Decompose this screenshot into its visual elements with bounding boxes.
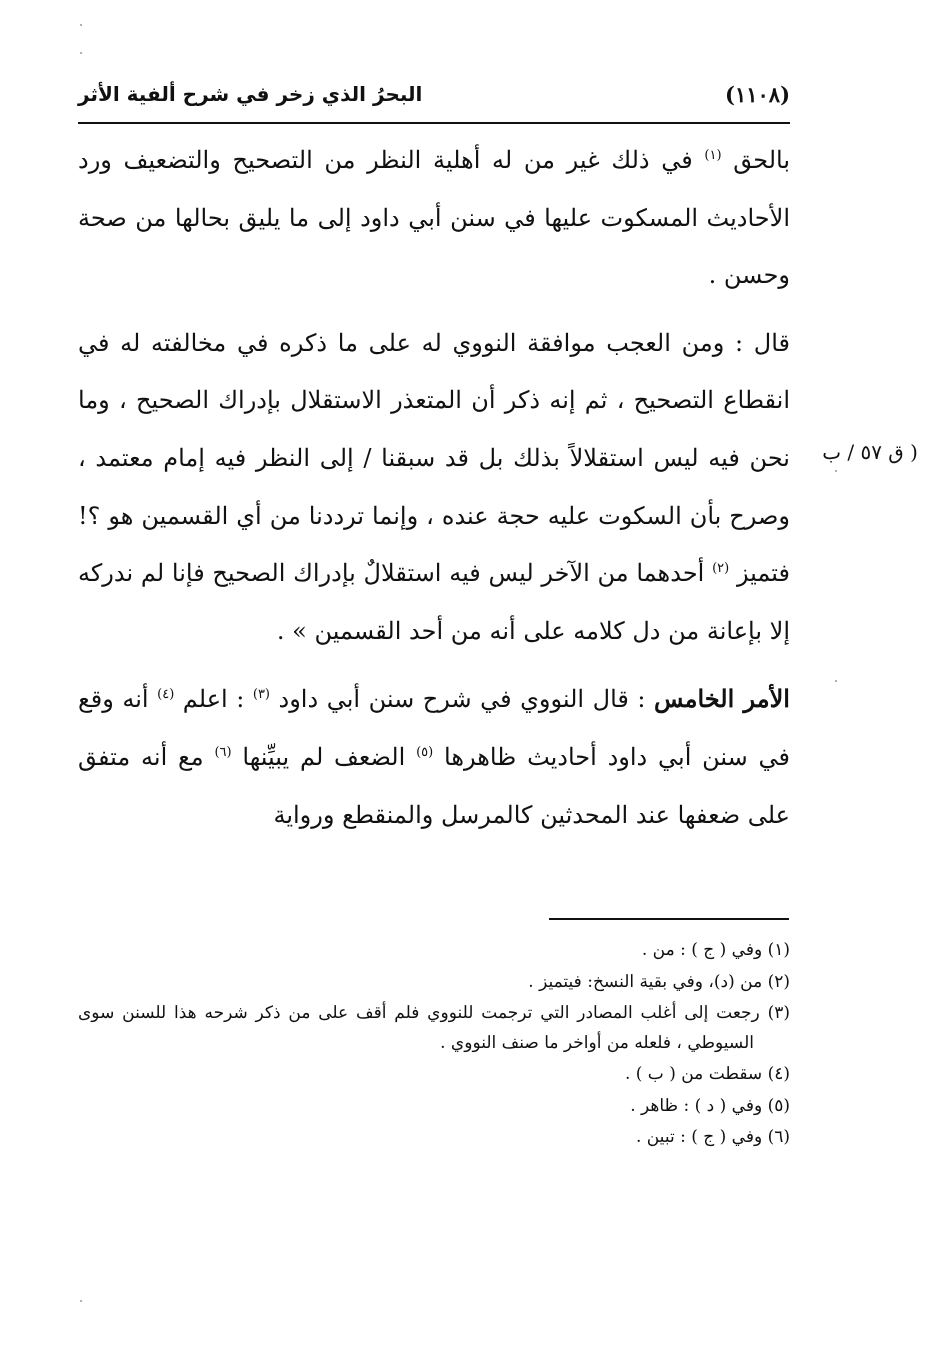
header-rule (78, 122, 790, 124)
scan-speck (80, 1300, 82, 1302)
footnote-3: (٣) رجعت إلى أغلب المصادر التي ترجمت للنووي فلم أقف على من ذكر شرحه هذا للسنن سوى السيوطي ، فلعله من أواخر ما صنف النووي . (78, 1003, 790, 1053)
paragraph-3 (78, 670, 790, 844)
text-segment: أحدهما من الآخر ليس فيه استقلالٌ بإدراك الصحيح فإنا لم ندركه إلا بإعانة من دل كلامه على أنه من أحد القسمين » . (78, 559, 790, 645)
text-segment: قال : ومن العجب موافقة النووي له على ما ذكره في مخالفته له في انقطاع التصحيح ، ثم إنه ذكر أن المتعذر الاستقلال بإدراك الصحيح ، وما نحن فيه ليس استقلالاً بذلك بل قد سبقنا / إلى النظر فيه إمام معتمد ، وصرح بأن السكوت عليه حجة عنده ، وإنما ترددنا من أي القسمين هو ؟! فتميز (78, 328, 791, 588)
running-header (78, 78, 790, 114)
footnote-4: (٤) سقطت من ( ب ) . (624, 1064, 790, 1084)
footnote-6: (٦) وفي ( ج ) : تبين . (635, 1127, 790, 1147)
footnote-1: (١) وفي ( ج ) : من . (641, 940, 790, 960)
text-segment: مع أنه متفق على ضعفها عند المحدثين كالمرسل والمنقطع ورواية (78, 742, 790, 829)
text-segment: بالحق (733, 146, 791, 174)
footnote-5: (٥) وفي ( د ) : ظاهر . (630, 1095, 790, 1116)
paragraph-1 (78, 132, 790, 305)
paragraph-2 (78, 315, 790, 661)
margin-folio-note: ( ق ٥٧ / ب (822, 440, 918, 464)
footnote-ref[interactable]: (٥) (416, 744, 434, 760)
footnote-ref[interactable]: (١) (704, 148, 722, 163)
text-segment: أنه وقع في سنن أبي داود أحاديث ظاهرها (78, 685, 791, 771)
text-segment: : قال النووي في شرح سنن أبي داود (278, 685, 646, 714)
body-text (78, 132, 790, 844)
page-number: (١١٠٨) (725, 82, 790, 107)
footnote-ref[interactable]: (٤) (157, 687, 175, 703)
footnote-ref[interactable]: (٢) (712, 561, 730, 577)
footnote-rule (549, 918, 789, 920)
footnote-ref[interactable]: (٣) (252, 687, 270, 703)
scan-speck (80, 52, 82, 54)
scan-speck (835, 680, 837, 682)
book-title: البحرُ الذي زخر في شرح ألفية الأثر (78, 82, 423, 106)
footnote-ref[interactable]: (٦) (214, 744, 232, 760)
text-segment: الضعف لم يبيِّنها (242, 742, 406, 771)
scan-speck (80, 24, 82, 26)
section-lead: الأمر الخامس (654, 684, 790, 714)
text-segment: في ذلك غير من له أهلية النظر من التصحيح والتضعيف ورد الأحاديث المسكوت عليها في سنن أبي داود إلى ما يليق بحالها من صحة وحسن . (78, 146, 790, 290)
footnotes (78, 936, 790, 1155)
text-segment: : اعلم (182, 685, 245, 714)
scan-speck (835, 470, 837, 472)
footnote-2: (٢) من (د)، وفي بقية النسخ: فيتميز . (528, 971, 790, 992)
